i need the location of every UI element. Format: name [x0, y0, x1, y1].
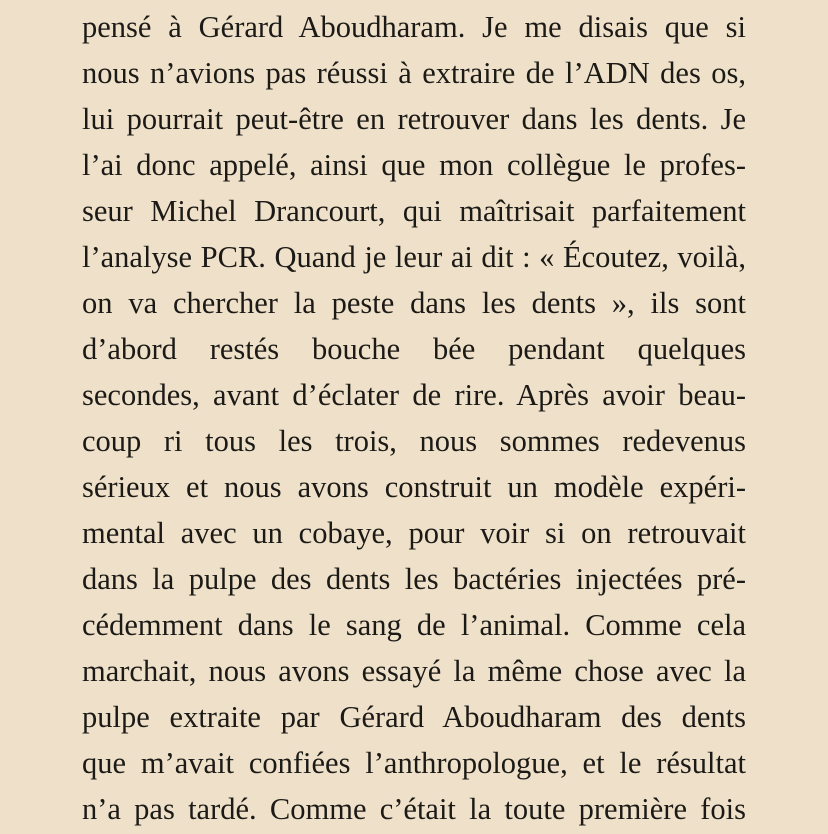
text-line: seur Michel Drancourt, qui maîtrisait parfaitement [82, 194, 746, 228]
text-line: sérieux et nous avons construit un modèle expéri- [82, 470, 746, 504]
text-line: coup ri tous les trois, nous sommes redevenus [82, 424, 746, 458]
text-line: dans la pulpe des dents les bactéries injectées pré- [82, 562, 746, 596]
text-line: pulpe extraite par Gérard Aboudharam des dents [82, 700, 746, 734]
text-line: lui pourrait peut-être en retrouver dans les dents. Je [82, 102, 746, 136]
text-line: secondes, avant d’éclater de rire. Après avoir beau- [82, 378, 746, 412]
body-paragraph [82, 4, 746, 832]
text-line: marchait, nous avons essayé la même chose avec la [82, 654, 746, 688]
text-line: que m’avait confiées l’anthropologue, et le résultat [82, 746, 746, 780]
text-line: nous n’avions pas réussi à extraire de l’ADN des os, [82, 56, 746, 90]
text-line: mental avec un cobaye, pour voir si on retrouvait [82, 516, 746, 550]
text-line: l’ai donc appelé, ainsi que mon collègue le profes- [82, 148, 746, 182]
text-line: l’analyse PCR. Quand je leur ai dit : « Écoutez, voilà, [82, 240, 746, 274]
text-line: pensé à Gérard Aboudharam. Je me disais que si [82, 10, 746, 44]
text-line: d’abord restés bouche bée pendant quelques [82, 332, 746, 366]
text-line: cédemment dans le sang de l’animal. Comme cela [82, 608, 746, 642]
text-line: n’a pas tardé. Comme c’était la toute première fois [82, 792, 746, 826]
text-line: on va chercher la peste dans les dents », ils sont [82, 286, 746, 320]
